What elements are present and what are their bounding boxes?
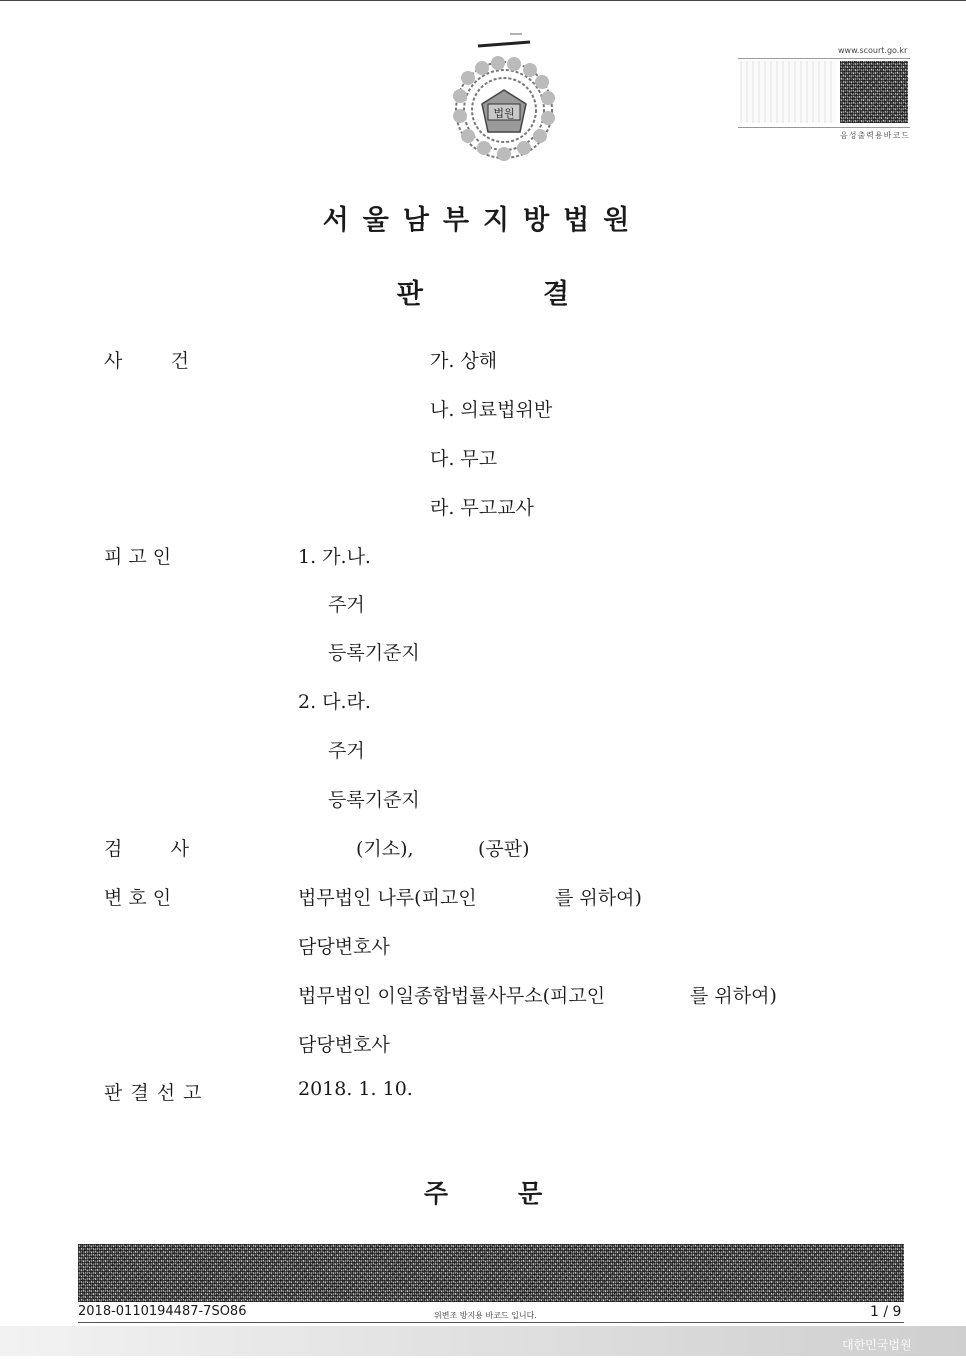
case-item: 나. 의료법위반	[430, 399, 553, 421]
defendant-name: 2. 다.라.	[298, 691, 371, 713]
defendant-address-label: 주거	[328, 594, 365, 616]
document-type	[0, 272, 966, 311]
verification-barcode-box	[738, 58, 910, 128]
defendant-name: 1. 가.나.	[298, 546, 371, 568]
verification-faint-area	[740, 61, 836, 123]
prosecutor-trial: (공판)	[478, 838, 530, 860]
anti-forgery-barcode	[78, 1244, 904, 1302]
counsel-attorney-1: 담당변호사	[298, 936, 390, 958]
counsel-firm-1-suffix: 를 위하여)	[555, 887, 642, 909]
case-label: 사 건	[104, 350, 190, 372]
counsel-firm-2: 법무법인 이일종합법률사무소(피고인	[298, 985, 606, 1007]
prosecutor-indictment: (기소),	[356, 838, 414, 860]
court-seal-emblem	[438, 28, 568, 163]
doc-type-char-2: 결	[543, 279, 570, 310]
case-item: 라. 무고교사	[430, 497, 534, 519]
seal-text: 법원	[493, 107, 515, 120]
verify-label: 음성출력용바코드	[840, 131, 910, 140]
counsel-firm-2-suffix: 를 위하여)	[690, 985, 777, 1007]
main-order-char-1: 주	[423, 1179, 448, 1208]
case-item: 가. 상해	[430, 350, 498, 372]
barcode-notice: 위변조 방지용 바코드 입니다.	[434, 1311, 537, 1320]
defendant-registry-label: 등록기준지	[328, 789, 420, 811]
counsel-firm-1: 법무법인 나루(피고인	[298, 887, 477, 909]
case-item: 다. 무고	[430, 448, 498, 470]
counsel-attorney-2: 담당변호사	[298, 1034, 390, 1056]
verify-url: www.scourt.go.kr	[838, 46, 908, 55]
main-order-heading	[0, 1174, 966, 1210]
prosecutor-label: 검 사	[104, 838, 190, 860]
document-code: 2018-0110194487-7SO86	[78, 1304, 247, 1319]
judgment-date-label: 판결선고	[104, 1082, 210, 1104]
page-number: 1 / 9	[870, 1304, 902, 1320]
counsel-label: 변 호 인	[104, 887, 172, 909]
page-top-edge	[0, 0, 966, 1]
footer-divider	[78, 1322, 904, 1323]
defendant-label: 피 고 인	[104, 546, 172, 568]
defendant-registry-label: 등록기준지	[328, 642, 420, 664]
court-name: 서울남부지방법원	[322, 205, 644, 236]
main-order-char-2: 문	[518, 1179, 543, 1208]
doc-type-char-1: 판	[396, 279, 423, 310]
verification-barcode	[840, 61, 908, 123]
footer-band	[0, 1326, 966, 1356]
judgment-date: 2018. 1. 10.	[298, 1078, 413, 1100]
issuer-label: 대한민국법원	[842, 1338, 912, 1352]
defendant-address-label: 주거	[328, 740, 365, 762]
